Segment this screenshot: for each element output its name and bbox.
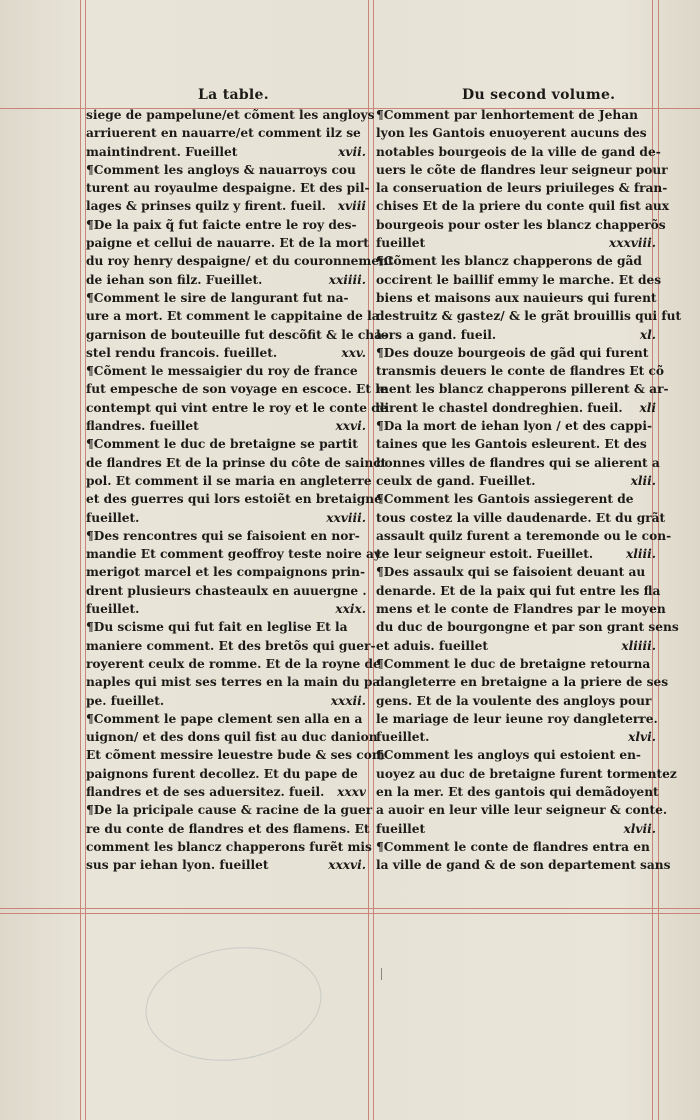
entry-text: ¶Des assaulx qui se faisoient deuant au — [376, 565, 646, 580]
folio-number: xxxviii. — [608, 236, 656, 251]
entry-text: merigot marcel et les compaignons prin- — [86, 565, 366, 580]
entry-text: lyon les Gantois enuoyerent aucuns des — [376, 126, 647, 141]
entry-text: ¶Des rencontres qui se faisoient en nor- — [86, 528, 360, 543]
entry-text: du roy henry despaigne/ et du couronnement — [86, 254, 394, 269]
entry-text: sus par iehan lyon. fueillet — [86, 858, 269, 873]
table-line — [376, 600, 666, 618]
folio-number: xliii. — [625, 547, 656, 562]
entry-text: royerent ceulx de romme. Et de la royne de — [86, 656, 381, 671]
folio-number: xxviii. — [326, 510, 366, 525]
table-line — [376, 783, 659, 801]
table-line — [376, 838, 656, 856]
table-line — [86, 527, 366, 545]
entry-text: occirent le baillif emmy le marche. Et des — [376, 272, 662, 287]
folio-number: xvii. — [338, 144, 366, 159]
entry-text: uoyez au duc de bretaigne furent tormentez — [376, 766, 677, 781]
entry-text: ment les blancz chapperons pillerent & ar- — [376, 382, 669, 397]
table-line — [86, 362, 366, 380]
table-line — [376, 399, 656, 417]
entry-text: uers le cõte de flandres leur seigneur pour — [376, 162, 668, 177]
margin-rule-left-outer — [80, 0, 81, 1120]
folio-number: xxvi. — [335, 419, 366, 434]
entry-text: ure a mort. Et comment le cappitaine de la — [86, 309, 380, 324]
table-line — [376, 563, 656, 581]
entry-text: fueillet — [376, 821, 426, 836]
table-line — [86, 563, 366, 581]
entry-text: destruitz & gastez/ & le grãt brouillis qui fut — [376, 309, 682, 324]
entry-text: ¶Comment les angloys qui estoient en- — [376, 748, 641, 763]
entry-text: uignon/ et des dons quil fist au duc danion — [86, 730, 378, 745]
table-line — [86, 655, 381, 673]
entry-text: ¶Cõment les blancz chapperons de gãd — [376, 254, 642, 269]
table-line — [376, 655, 656, 673]
table-line — [376, 472, 656, 490]
table-line — [86, 417, 366, 435]
table-line — [86, 252, 394, 270]
table-line — [376, 801, 668, 819]
table-line — [86, 344, 366, 362]
entry-text: ¶Da la mort de iehan lyon / et des cappi- — [376, 419, 653, 434]
folio-number: xli — [639, 400, 656, 415]
entry-text: taines que les Gantois esleurent. Et des — [376, 437, 647, 452]
table-line — [376, 435, 656, 453]
table-line — [86, 746, 385, 764]
entry-text: et aduis. fueillet — [376, 638, 489, 653]
entry-text: transmis deuers le conte de flandres Et cõ — [376, 364, 665, 379]
table-line — [86, 509, 366, 527]
table-line — [376, 490, 656, 508]
table-line — [86, 143, 366, 161]
table-line — [86, 856, 366, 874]
entry-text: biens et maisons aux nauieurs qui furent — [376, 290, 657, 305]
table-line — [376, 197, 669, 215]
table-line — [86, 728, 378, 746]
entry-text: contempt qui vint entre le roy et le conte de — [86, 400, 388, 415]
table-line — [86, 435, 366, 453]
entry-text: te leur seigneur estoit. Fueillet. — [376, 547, 594, 562]
entry-text: bourgeois pour oster les blancz chapperõs — [376, 217, 666, 232]
table-line — [376, 545, 656, 563]
folio-number: xxxv — [337, 784, 366, 799]
folio-number: xxxvi. — [328, 858, 366, 873]
entry-text: re du conte de flandres et des flamens. Et — [86, 821, 370, 836]
entry-text: dirent le chastel dondreghien. fueil. — [376, 400, 623, 415]
entry-text: ¶Cõment le messaigier du roy de france — [86, 364, 358, 379]
folio-number: xxix. — [335, 602, 366, 617]
table-line — [376, 380, 669, 398]
table-line — [86, 600, 366, 618]
entry-text: denarde. Et de la paix qui fut entre les fla — [376, 583, 661, 598]
table-line — [86, 454, 387, 472]
table-line — [376, 326, 656, 344]
entry-text: lors a gand. fueil. — [376, 327, 497, 342]
running-head-right: Du second volume. — [462, 87, 616, 103]
entry-text: ¶De la paix q̃ fut faicte entre le roy des- — [86, 217, 357, 232]
table-line — [376, 307, 682, 325]
table-line — [86, 234, 369, 252]
table-line — [376, 252, 656, 270]
entry-text: et des guerres qui lors estoiẽt en bretaigne — [86, 492, 382, 507]
entry-text: fueillet — [376, 236, 426, 251]
entry-text: le mariage de leur ieune roy dangleterre. — [376, 711, 658, 726]
table-line — [86, 783, 366, 801]
entry-text: ¶Comment le duc de bretaigne retourna — [376, 656, 651, 671]
entry-text: chises Et de la priere du conte quil fist aux — [376, 199, 669, 214]
table-line — [376, 344, 656, 362]
table-line — [86, 326, 388, 344]
table-line — [86, 472, 372, 490]
entry-text: dangleterre en bretaigne a la priere de ses — [376, 675, 669, 690]
entry-text: de iehan son filz. Fueillet. — [86, 272, 263, 287]
entry-text: mandie Et comment geoffroy teste noire ay — [86, 547, 381, 562]
entry-text: a auoir en leur ville leur seigneur & conte. — [376, 803, 668, 818]
table-line — [376, 143, 661, 161]
folio-number: xviii — [337, 199, 366, 214]
table-line — [376, 582, 661, 600]
table-line — [86, 710, 366, 728]
entry-text: maintindrent. Fueillet — [86, 144, 238, 159]
folio-number: xl. — [639, 327, 656, 342]
folio-number: xxiiii. — [328, 272, 366, 287]
faded-library-stamp — [138, 936, 329, 1072]
entry-text: la ville de gand & de son departement sans — [376, 858, 671, 873]
table-line — [376, 106, 656, 124]
table-line — [86, 692, 366, 710]
table-line — [376, 692, 656, 710]
folio-number: xlvii. — [623, 821, 656, 836]
ink-mark — [381, 968, 382, 980]
entry-text: de flandres Et de la prinse du côte de sainct — [86, 455, 387, 470]
table-line — [86, 271, 366, 289]
table-line — [86, 801, 373, 819]
entry-text: ¶Comment le duc de bretaigne se partit — [86, 437, 358, 452]
table-line — [376, 618, 679, 636]
table-line — [86, 582, 366, 600]
table-line — [376, 820, 656, 838]
entry-text: en la mer. Et des gantois qui demãdoyent — [376, 784, 659, 799]
running-head-left: La table. — [198, 87, 269, 103]
entry-text: fueillet. — [376, 730, 430, 745]
entry-text: siege de pampelune/et cõment les angloys — [86, 108, 375, 122]
entry-text: maniere comment. Et des bretõs qui guer- — [86, 638, 376, 653]
entry-text: assault quilz furent a teremonde ou le con- — [376, 528, 672, 543]
table-line — [86, 820, 370, 838]
entry-text: fueillet. — [86, 510, 140, 525]
table-line — [376, 673, 669, 691]
table-line — [376, 417, 656, 435]
table-line — [376, 289, 656, 307]
table-line — [86, 399, 388, 417]
entry-text: du duc de bourgongne et par son grant sens — [376, 620, 679, 635]
table-line — [86, 197, 366, 215]
entry-text: ¶Comment les angloys & nauarroys cou — [86, 162, 356, 177]
entry-text: ¶Comment le conte de flandres entra en — [376, 839, 650, 854]
table-line — [376, 637, 656, 655]
entry-text: garnison de bouteuille fut descõfit & le cha- — [86, 327, 388, 342]
entry-text: mens et le conte de Flandres par le moyen — [376, 602, 666, 617]
table-line — [376, 509, 666, 527]
entry-text: arriuerent en nauarre/et comment ilz se — [86, 126, 361, 141]
entry-text: fut empesche de son voyage en escoce. Et le — [86, 382, 388, 397]
entry-text: lages & prinses quilz y firent. fueil. — [86, 199, 326, 214]
entry-text: turent au royaulme despaigne. Et des pil- — [86, 181, 370, 196]
entry-text: ceulx de gand. Fueillet. — [376, 473, 536, 488]
table-line — [376, 454, 660, 472]
entry-text: flandres et de ses aduersitez. fueil. — [86, 784, 325, 799]
entry-text: ¶Comment par lenhortement de Jehan — [376, 108, 639, 122]
folio-number: xlii. — [630, 473, 656, 488]
table-line — [86, 618, 366, 636]
entry-text: pol. Et comment il se maria en angleterre — [86, 473, 372, 488]
table-line — [376, 527, 672, 545]
entry-text: ¶Comment le pape clement sen alla en a — [86, 711, 363, 726]
table-line — [376, 234, 656, 252]
entry-text: tous costez la ville daudenarde. Et du grãt — [376, 510, 666, 525]
entry-text: Et cõment messire leuestre bude & ses com — [86, 748, 385, 763]
table-line — [86, 106, 375, 124]
folio-number: xxv. — [341, 345, 366, 360]
table-line — [86, 673, 381, 691]
entry-text: flandres. fueillet — [86, 419, 199, 434]
table-line — [376, 161, 668, 179]
table-line — [86, 124, 366, 142]
folio-number: xliiii. — [621, 638, 656, 653]
entry-text: ¶Du scisme qui fut fait en leglise Et la — [86, 620, 348, 635]
table-line — [376, 710, 656, 728]
right-column — [376, 106, 682, 874]
table-line — [86, 179, 370, 197]
table-line — [376, 216, 666, 234]
table-line — [376, 179, 668, 197]
entry-text: bonnes villes de flandres qui se alierent a — [376, 455, 660, 470]
table-line — [376, 856, 671, 874]
left-column — [86, 106, 394, 874]
table-line — [86, 289, 366, 307]
entry-text: comment les blancz chapperons furẽt mis — [86, 839, 372, 854]
table-line — [86, 380, 388, 398]
entry-text: ¶Comment les Gantois assiegerent de — [376, 492, 634, 507]
entry-text: pe. fueillet. — [86, 693, 165, 708]
table-line — [376, 746, 656, 764]
table-line — [86, 307, 380, 325]
entry-text: fueillet. — [86, 602, 140, 617]
entry-text: ¶Comment le sire de langurant fut na- — [86, 290, 349, 305]
entry-text: gens. Et de la voulente des angloys pour — [376, 693, 652, 708]
table-line — [86, 490, 382, 508]
margin-rule-bottom-a — [0, 908, 700, 909]
table-line — [86, 637, 376, 655]
table-line — [86, 838, 372, 856]
entry-text: naples qui mist ses terres en la main du pa — [86, 675, 381, 690]
folio-number: xlvi. — [628, 730, 656, 745]
table-line — [376, 362, 665, 380]
entry-text: stel rendu francois. fueillet. — [86, 345, 278, 360]
folio-number: xxxii. — [330, 693, 366, 708]
entry-text: paignons furent decollez. Et du pape de — [86, 766, 358, 781]
table-line — [86, 545, 381, 563]
entry-text: la conseruation de leurs priuileges & fran- — [376, 181, 668, 196]
table-line — [376, 765, 677, 783]
entry-text: drent plusieurs chasteaulx en auuergne . — [86, 583, 367, 598]
table-line — [86, 765, 366, 783]
table-line — [376, 124, 656, 142]
table-line — [376, 728, 656, 746]
entry-text: ¶De la pricipale cause & racine de la guer — [86, 803, 373, 818]
entry-text: paigne et cellui de nauarre. Et de la mort — [86, 236, 369, 251]
table-line — [86, 161, 366, 179]
entry-text: ¶Des douze bourgeois de gãd qui furent — [376, 345, 649, 360]
table-line — [86, 216, 366, 234]
table-line — [376, 271, 662, 289]
entry-text: notables bourgeois de la ville de gand de- — [376, 144, 661, 159]
margin-rule-bottom-b — [0, 913, 700, 914]
